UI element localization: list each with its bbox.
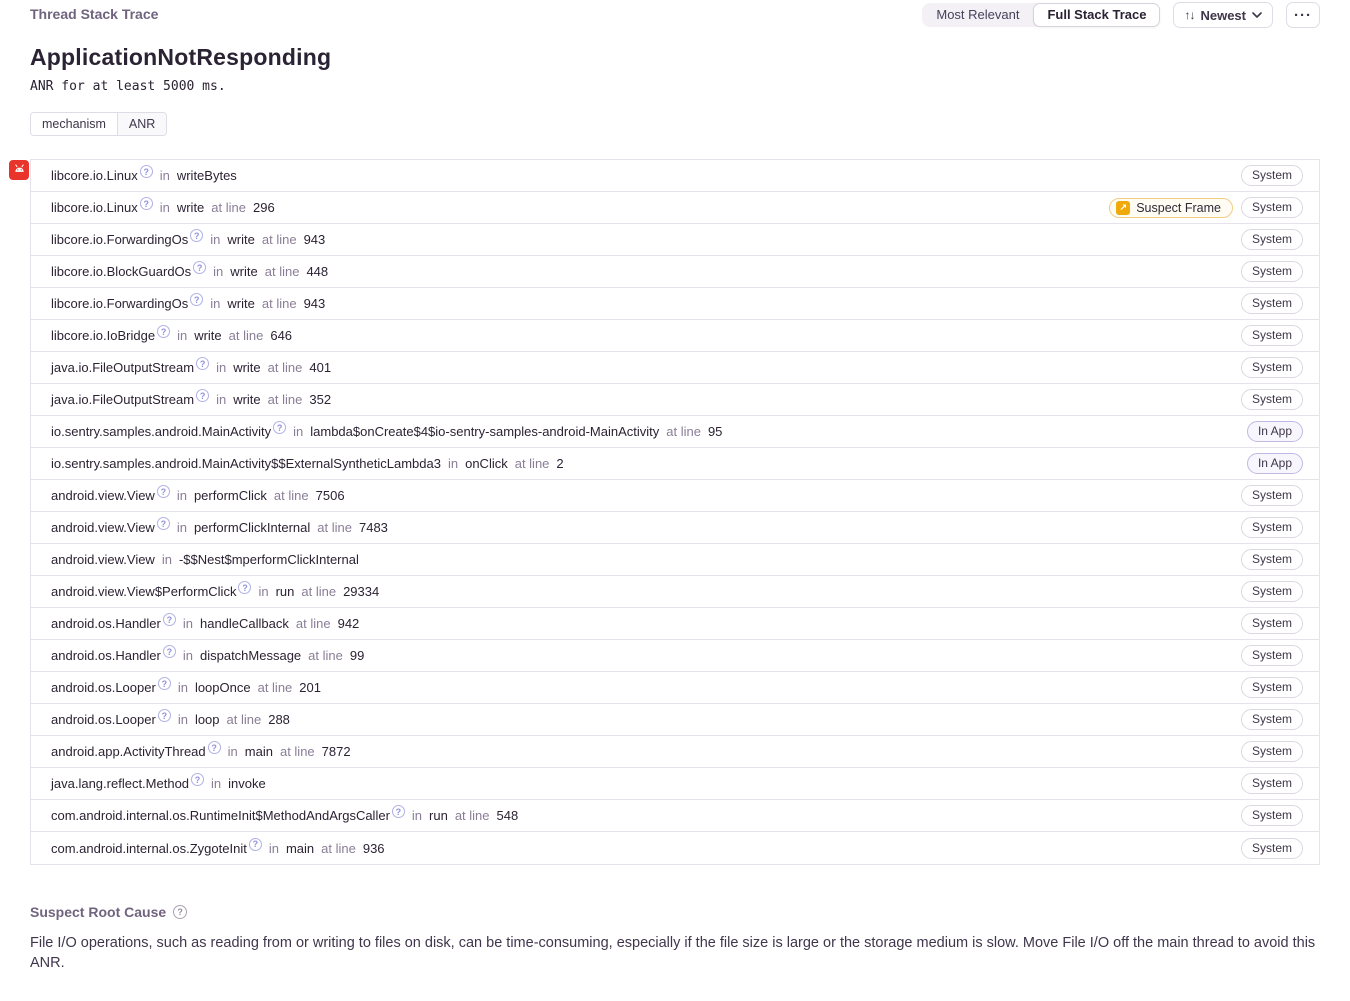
frame-badges [1241, 485, 1303, 506]
frame-function: writeBytes [176, 168, 237, 183]
module-help-icon[interactable]: ? [190, 293, 203, 306]
frame-badges [1241, 677, 1303, 698]
full-stack-trace-tab[interactable]: Full Stack Trace [1033, 3, 1160, 27]
sort-arrows-icon: ↑↓ [1184, 8, 1195, 22]
frame-text [51, 520, 388, 535]
frame-badges [1241, 773, 1303, 794]
module-help-icon[interactable]: ? [196, 357, 209, 370]
suspect-root-cause-description: File I/O operations, such as reading from or writing to files on disk, can be time-consuming, especially if the file size is large or the storage medium is slow. Move File I/O off the main thread to avoid this ANR. [30, 935, 1316, 971]
trace-controls [922, 2, 1320, 28]
module-help-icon[interactable]: ? [158, 709, 171, 722]
tag-key: mechanism [31, 113, 117, 135]
frame-origin-badge: System [1241, 741, 1303, 762]
frame-in-label: in [177, 680, 188, 695]
most-relevant-tab[interactable]: Most Relevant [922, 3, 1033, 27]
frame-function: run [429, 808, 448, 823]
tags-row [30, 112, 1320, 136]
frame-at-line-label: at line [279, 744, 315, 759]
frame-origin-badge: System [1241, 485, 1303, 506]
frame-in-label: in [293, 424, 304, 439]
frame-at-line-label: at line [317, 520, 352, 535]
frame-module: android.view.View [51, 488, 155, 503]
frame-in-label: in [176, 488, 187, 503]
module-help-icon[interactable]: ? [157, 517, 170, 530]
frame-module: io.sentry.samples.android.MainActivity$$ExternalSyntheticLambda3 [51, 456, 441, 471]
frame-module: io.sentry.samples.android.MainActivity [51, 424, 272, 439]
frame-in-label: in [182, 616, 193, 631]
frame-origin-badge: System [1241, 645, 1303, 666]
frame-module: java.io.FileOutputStream [51, 392, 195, 407]
frame-at-line-label: at line [666, 424, 701, 439]
frame-function: write [227, 296, 255, 311]
module-help-icon[interactable]: ? [157, 325, 170, 338]
frame-line-number: 2 [556, 456, 564, 471]
frame-line-number: 7872 [321, 744, 351, 759]
frame-in-label: in [227, 744, 238, 759]
frame-function: onClick [465, 456, 508, 471]
stack-frame-row[interactable] [31, 320, 1319, 352]
frame-module: android.view.View [51, 552, 155, 567]
frame-at-line-label: at line [267, 392, 303, 407]
frame-line-number: 288 [268, 712, 290, 727]
frame-badges [1241, 838, 1303, 859]
frame-origin-badge: System [1241, 709, 1303, 730]
stack-frame-row[interactable] [31, 352, 1319, 384]
frame-at-line-label: at line [228, 328, 264, 343]
frame-badges [1109, 197, 1303, 218]
frame-text [51, 392, 331, 407]
frame-origin-badge: System [1241, 677, 1303, 698]
stack-frame-row[interactable] [31, 448, 1319, 480]
module-help-icon[interactable]: ? [273, 421, 286, 434]
frame-at-line-label: at line [267, 360, 303, 375]
frame-function: loopOnce [194, 680, 251, 695]
frame-text [51, 552, 359, 567]
frame-badges [1241, 741, 1303, 762]
frame-text [51, 744, 351, 759]
frame-origin-badge: System [1241, 389, 1303, 410]
frame-line-number: 943 [303, 232, 326, 247]
stack-frame-row[interactable] [31, 384, 1319, 416]
frame-in-label: in [411, 808, 423, 823]
frame-line-number: 448 [306, 264, 329, 279]
frame-text [51, 712, 290, 727]
suspect-root-cause-header [30, 904, 1320, 920]
stack-frame-row[interactable] [31, 800, 1319, 832]
frame-at-line-label: at line [261, 296, 297, 311]
frame-line-number: 95 [707, 424, 723, 439]
frame-text [51, 424, 722, 439]
stack-frame-row[interactable] [31, 480, 1319, 512]
frame-text [51, 680, 321, 695]
frame-badges [1241, 805, 1303, 826]
frame-at-line-label: at line [321, 840, 356, 856]
frame-module: android.os.Looper [51, 712, 156, 727]
frame-module: com.android.internal.os.RuntimeInit$MethodAndArgsCaller [51, 808, 390, 823]
frame-origin-badge: System [1241, 838, 1303, 859]
stack-frame-row[interactable] [31, 544, 1319, 576]
module-help-icon[interactable]: ? [158, 677, 171, 690]
frame-module: android.view.View$PerformClick [51, 584, 237, 599]
frame-origin-badge: System [1241, 805, 1303, 826]
frame-module: java.io.FileOutputStream [51, 360, 195, 375]
frame-badges [1241, 517, 1303, 538]
frame-function: write [227, 232, 255, 247]
module-help-icon[interactable]: ? [140, 197, 153, 210]
frame-in-label: in [258, 584, 269, 599]
frame-module: libcore.io.ForwardingOs [51, 232, 189, 247]
stack-frame-row[interactable] [31, 576, 1319, 608]
module-help-icon[interactable]: ? [163, 613, 176, 626]
frame-origin-badge: System [1241, 613, 1303, 634]
frame-line-number: 943 [303, 296, 326, 311]
frame-at-line-label: at line [226, 712, 262, 727]
frame-text [51, 841, 385, 856]
question-mark-icon[interactable]: ? [173, 905, 187, 919]
stack-trace-table [30, 159, 1320, 865]
frame-module: android.os.Handler [51, 616, 161, 631]
frame-module: com.android.internal.os.ZygoteInit [51, 840, 247, 856]
frame-at-line-label: at line [273, 488, 309, 503]
frame-function: run [275, 584, 295, 599]
frame-badges [1241, 357, 1303, 378]
frame-text [51, 488, 345, 503]
module-help-icon[interactable]: ? [193, 261, 206, 274]
frame-text [51, 264, 328, 279]
frame-at-line-label: at line [257, 680, 293, 695]
frame-in-label: in [177, 328, 188, 343]
frame-origin-badge: System [1241, 197, 1303, 218]
stack-frame-row[interactable] [31, 672, 1319, 704]
module-help-icon[interactable]: ? [208, 741, 221, 754]
frame-badges [1241, 581, 1303, 602]
frame-line-number: 29334 [343, 584, 380, 599]
frame-in-label: in [447, 456, 459, 471]
frame-text [51, 200, 275, 215]
frame-in-label: in [159, 200, 170, 215]
frame-line-number: 296 [253, 200, 275, 215]
module-help-icon[interactable]: ? [163, 645, 176, 658]
frame-origin-badge: System [1241, 325, 1303, 346]
frame-function: invoke [228, 776, 266, 791]
frame-at-line-label: at line [454, 808, 490, 823]
frame-at-line-label: at line [301, 584, 337, 599]
frame-module: libcore.io.BlockGuardOs [51, 264, 192, 279]
frame-function: -$$Nest$mperformClickInternal [178, 552, 359, 567]
frame-in-label: in [177, 712, 188, 727]
stack-trace-section [30, 159, 1320, 865]
frame-badges [1241, 709, 1303, 730]
frame-line-number: 7506 [315, 488, 345, 503]
frame-line-number: 7483 [358, 520, 388, 535]
frame-at-line-label: at line [264, 264, 300, 279]
frame-origin-badge: System [1241, 517, 1303, 538]
frame-module: android.os.Looper [51, 680, 156, 695]
frame-line-number: 352 [309, 392, 332, 407]
frame-at-line-label: at line [295, 616, 331, 631]
frame-function: dispatchMessage [199, 648, 302, 663]
frame-origin-badge: System [1241, 773, 1303, 794]
frame-badges [1241, 389, 1303, 410]
frame-function: performClickInternal [193, 520, 311, 535]
frame-origin-badge: System [1241, 581, 1303, 602]
frame-in-label: in [176, 520, 187, 535]
frame-text [51, 616, 359, 631]
stack-frame-row[interactable] [31, 256, 1319, 288]
frame-badges [1247, 421, 1303, 442]
frame-text [51, 232, 325, 247]
module-help-icon[interactable]: ? [191, 773, 204, 786]
frame-text [51, 168, 237, 183]
frame-function: write [230, 264, 258, 279]
frame-function: main [285, 840, 315, 856]
frame-origin-badge: System [1241, 165, 1303, 186]
frame-in-label: in [159, 168, 170, 183]
module-help-icon[interactable]: ? [190, 229, 203, 242]
frame-badges [1241, 229, 1303, 250]
frame-module: java.lang.reflect.Method [51, 776, 190, 791]
stack-frame-row[interactable] [31, 224, 1319, 256]
frame-badges [1241, 261, 1303, 282]
frame-function: write [233, 360, 261, 375]
suspect-root-cause-title: Suspect Root Cause [30, 904, 167, 920]
frame-module: libcore.io.ForwardingOs [51, 296, 189, 311]
stack-frame-row[interactable] [31, 704, 1319, 736]
ellipsis-icon: ··· [1294, 6, 1312, 24]
chevron-down-icon [1252, 12, 1262, 18]
frame-function: main [244, 744, 273, 759]
frame-in-label: in [182, 648, 193, 663]
frame-at-line-label: at line [261, 232, 297, 247]
frame-line-number: 201 [299, 680, 321, 695]
android-anr-icon [9, 160, 29, 180]
frame-line-number: 936 [362, 840, 385, 856]
frame-line-number: 548 [496, 808, 519, 823]
frame-line-number: 401 [309, 360, 332, 375]
frame-in-label: in [211, 776, 222, 791]
module-help-icon[interactable]: ? [392, 805, 405, 818]
suspect-frame-label: Suspect Frame [1136, 200, 1221, 215]
stack-frame-row[interactable] [31, 160, 1319, 192]
frame-at-line-label: at line [308, 648, 343, 663]
frame-module: android.view.View [51, 520, 155, 535]
frame-function: write [233, 392, 261, 407]
sort-label: Newest [1200, 7, 1246, 23]
frame-module: android.os.Handler [51, 648, 161, 663]
frame-in-label: in [216, 360, 227, 375]
stack-frame-row[interactable] [31, 736, 1319, 768]
stack-frame-row[interactable] [31, 832, 1319, 864]
module-help-icon[interactable]: ? [196, 389, 209, 402]
frame-origin-badge: System [1241, 229, 1303, 250]
frame-in-label: in [216, 392, 227, 407]
stack-frame-row[interactable] [31, 512, 1319, 544]
frame-origin-badge: System [1241, 549, 1303, 570]
mechanism-tag[interactable] [30, 112, 167, 136]
stack-frame-row[interactable] [31, 416, 1319, 448]
module-help-icon[interactable]: ? [157, 485, 170, 498]
frame-text [51, 808, 518, 823]
frame-badges [1241, 293, 1303, 314]
frame-function: performClick [193, 488, 267, 503]
trace-view-segmented-control [922, 3, 1160, 27]
frame-in-label: in [210, 232, 221, 247]
issue-subtitle: ANR for at least 5000 ms. [30, 79, 226, 94]
frame-at-line-label: at line [514, 456, 550, 471]
top-bar [30, 0, 1320, 28]
frame-text [51, 328, 292, 343]
external-link-icon: ↗ [1116, 201, 1130, 215]
frame-origin-badge: In App [1247, 421, 1303, 442]
frame-line-number: 646 [270, 328, 293, 343]
stack-frame-row[interactable] [31, 608, 1319, 640]
frame-origin-badge: System [1241, 357, 1303, 378]
issue-title: ApplicationNotResponding [30, 44, 332, 70]
suspect-frame-badge[interactable] [1109, 198, 1233, 218]
module-help-icon[interactable]: ? [238, 581, 251, 594]
frame-module: libcore.io.IoBridge [51, 328, 156, 343]
stack-frame-row[interactable] [31, 288, 1319, 320]
section-title: Thread Stack Trace [30, 6, 159, 22]
frame-badges [1241, 645, 1303, 666]
frame-module: libcore.io.Linux [51, 168, 138, 183]
frame-function: write [194, 328, 222, 343]
frame-in-label: in [210, 296, 221, 311]
frame-text [51, 360, 331, 375]
frame-origin-badge: In App [1247, 453, 1303, 474]
frame-in-label: in [213, 264, 224, 279]
frame-text [51, 456, 564, 471]
frame-line-number: 942 [337, 616, 360, 631]
frame-line-number: 99 [349, 648, 365, 663]
frame-function: handleCallback [199, 616, 289, 631]
frame-function: lambda$onCreate$4$io-sentry-samples-android-MainActivity [310, 424, 660, 439]
frame-origin-badge: System [1241, 293, 1303, 314]
sort-newest-dropdown[interactable] [1173, 2, 1273, 28]
frame-in-label: in [161, 552, 172, 567]
frame-module: libcore.io.Linux [51, 200, 138, 215]
module-help-icon[interactable]: ? [249, 838, 262, 851]
stack-frame-row[interactable] [31, 192, 1319, 224]
frame-in-label: in [268, 840, 279, 856]
frame-badges [1241, 613, 1303, 634]
frame-function: write [176, 200, 205, 215]
frame-text [51, 584, 379, 599]
frame-badges [1241, 549, 1303, 570]
frame-text [51, 648, 364, 663]
frame-module: android.app.ActivityThread [51, 744, 206, 759]
tag-value: ANR [117, 113, 166, 135]
stack-frame-row[interactable] [31, 768, 1319, 800]
frame-badges [1241, 325, 1303, 346]
frame-origin-badge: System [1241, 261, 1303, 282]
frame-at-line-label: at line [211, 200, 246, 215]
module-help-icon[interactable]: ? [140, 165, 153, 178]
frame-text [51, 296, 325, 311]
stack-frame-row[interactable] [31, 640, 1319, 672]
frame-badges [1247, 453, 1303, 474]
more-options-button[interactable] [1286, 2, 1320, 28]
frame-function: loop [194, 712, 220, 727]
frame-badges [1241, 165, 1303, 186]
frame-text [51, 776, 266, 791]
